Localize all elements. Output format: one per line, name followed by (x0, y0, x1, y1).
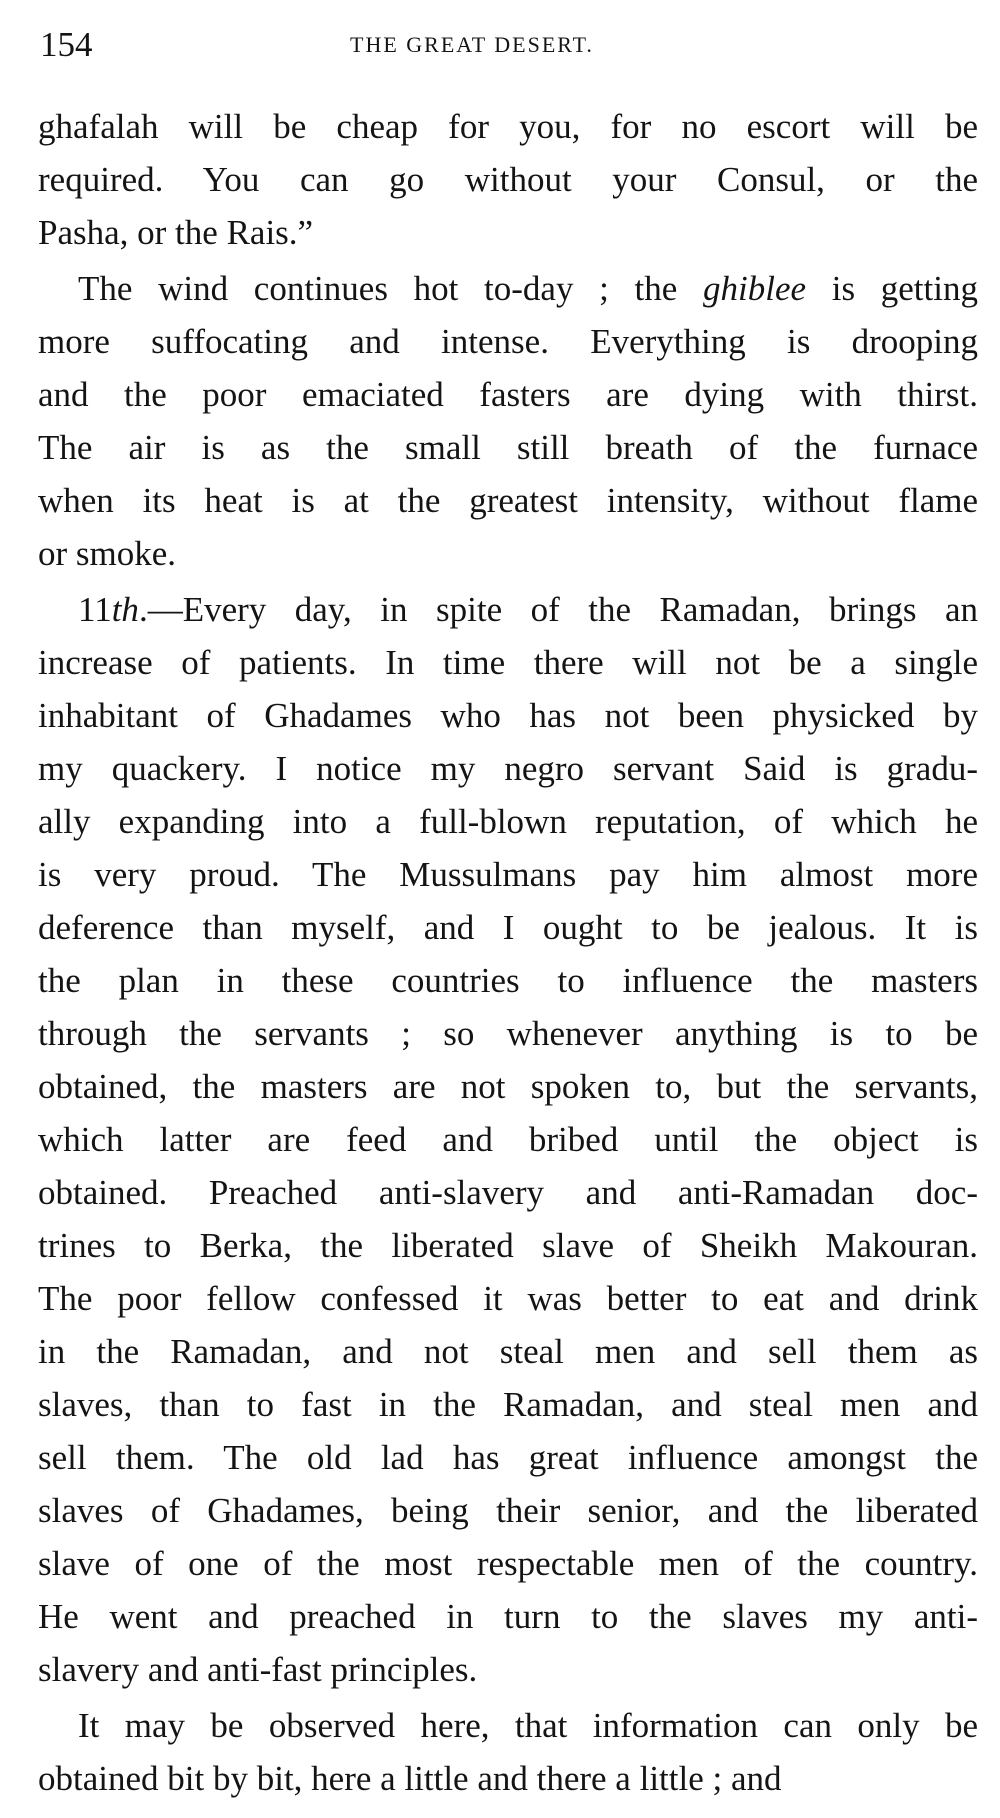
text-line: obtained bit by bit, here a little and there a little ; and (38, 1759, 782, 1798)
text-line: which latter are feed and bribed until the object is (38, 1120, 978, 1159)
text-line: Pasha, or the Rais.” (38, 213, 314, 252)
text-line: obtained. Preached anti-slavery and anti-Ramadan doc- (38, 1173, 978, 1212)
paragraph (38, 100, 978, 259)
text-line: ghafalah will be cheap for you, for no escort will be (38, 107, 978, 146)
page-number: 154 (40, 25, 93, 64)
text-line: The wind continues hot to-day ; the ghiblee is getting (78, 269, 978, 308)
paragraph (38, 583, 978, 1696)
running-title: THE GREAT DESERT. (350, 32, 594, 57)
text-line: when its heat is at the greatest intensity, without flame (38, 481, 978, 520)
text-line: slaves, than to fast in the Ramadan, and steal men and (38, 1385, 978, 1424)
text-line: sell them. The old lad has great influence amongst the (38, 1438, 978, 1477)
text-line: is very proud. The Mussulmans pay him almost more (38, 855, 978, 894)
text-line: ally expanding into a full-blown reputation, of which he (38, 802, 978, 841)
paragraph (38, 262, 978, 580)
text-line: the plan in these countries to influence the masters (38, 961, 978, 1000)
text-line: trines to Berka, the liberated slave of Sheikh Makouran. (38, 1226, 978, 1265)
paragraph (38, 1699, 978, 1805)
text-line: He went and preached in turn to the slaves my anti- (38, 1597, 978, 1636)
text-line: The air is as the small still breath of the furnace (38, 428, 978, 467)
text-line: It may be observed here, that information can only be (78, 1706, 978, 1745)
text-line: The poor fellow confessed it was better to eat and drink (38, 1279, 978, 1318)
text-line: 11th.—Every day, in spite of the Ramadan, brings an (78, 590, 978, 629)
text-line: obtained, the masters are not spoken to, but the servants, (38, 1067, 978, 1106)
text-line: increase of patients. In time there will not be a single (38, 643, 978, 682)
text-line: required. You can go without your Consul, or the (38, 160, 978, 199)
text-line: through the servants ; so whenever anything is to be (38, 1014, 978, 1053)
text-line: in the Ramadan, and not steal men and sell them as (38, 1332, 978, 1371)
text-line: slavery and anti-fast principles. (38, 1650, 478, 1689)
text-line: and the poor emaciated fasters are dying with thirst. (38, 375, 978, 414)
text-line: deference than myself, and I ought to be jealous. It is (38, 908, 978, 947)
body-text (38, 100, 978, 1805)
text-line: more suffocating and intense. Everything is drooping (38, 322, 978, 361)
running-head (40, 20, 980, 70)
text-line: slave of one of the most respectable men of the country. (38, 1544, 978, 1583)
text-line: inhabitant of Ghadames who has not been physicked by (38, 696, 978, 735)
text-line: my quackery. I notice my negro servant Said is gradu- (38, 749, 978, 788)
text-line: slaves of Ghadames, being their senior, and the liberated (38, 1491, 978, 1530)
text-line: or smoke. (38, 534, 177, 573)
